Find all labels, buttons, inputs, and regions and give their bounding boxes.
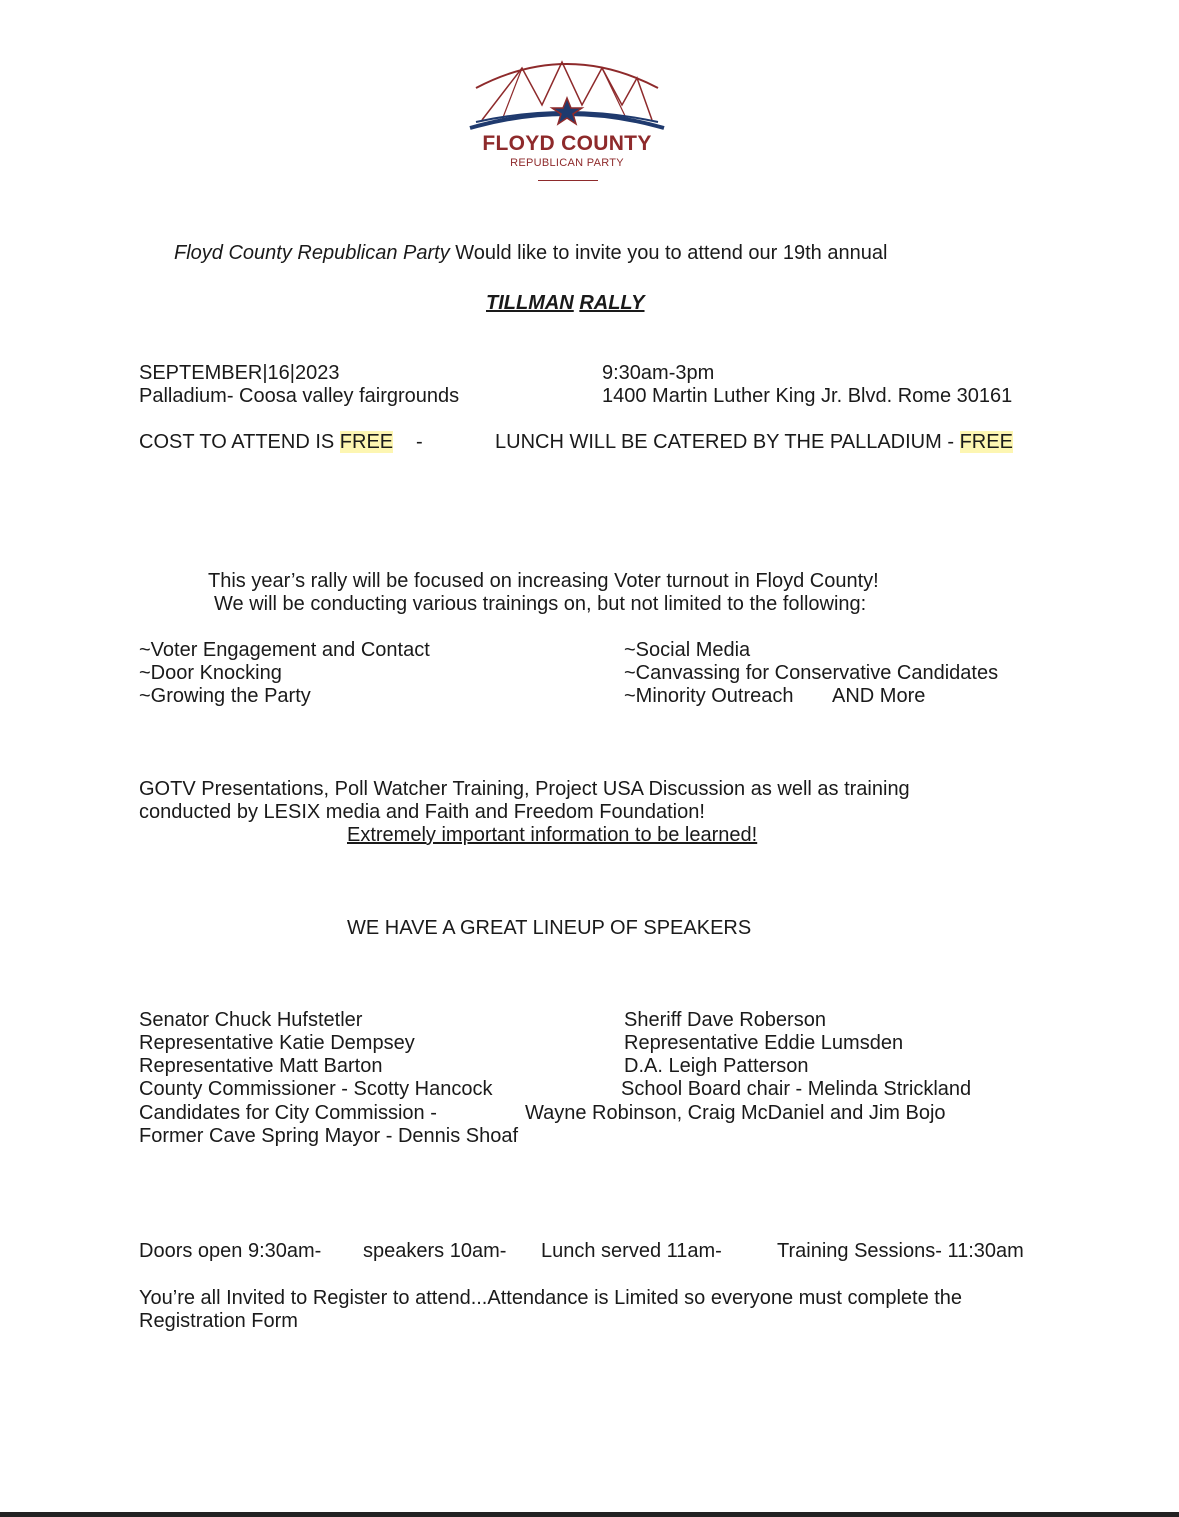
gotv-line-2: conducted by LESIX media and Faith and Freedom Foundation! bbox=[139, 801, 705, 823]
event-title bbox=[486, 292, 645, 315]
arch-bridge-icon bbox=[462, 50, 672, 135]
register-line-2: Registration Form bbox=[139, 1310, 298, 1332]
training-item: ~Social Media bbox=[624, 639, 751, 661]
party-logo bbox=[462, 50, 672, 200]
page-bottom-edge bbox=[0, 1512, 1179, 1517]
logo-title: FLOYD COUNTY bbox=[482, 132, 652, 155]
lunch-text: LUNCH WILL BE CATERED BY THE PALLADIUM - bbox=[495, 431, 960, 453]
schedule-lunch: Lunch served 11am- bbox=[541, 1240, 722, 1262]
training-item: ~Growing the Party bbox=[139, 685, 311, 707]
speaker-item: Representative Katie Dempsey bbox=[139, 1032, 415, 1054]
lunch-free-badge: FREE bbox=[959, 431, 1013, 453]
intro-line bbox=[174, 242, 887, 265]
intro-text: Would like to invite you to attend our 19th annual bbox=[449, 242, 888, 264]
speaker-item: Former Cave Spring Mayor - Dennis Shoaf bbox=[139, 1125, 519, 1147]
speaker-item: Representative Eddie Lumsden bbox=[624, 1032, 904, 1054]
focus-line-2: We will be conducting various trainings on, but not limited to the following: bbox=[214, 593, 867, 615]
event-date: SEPTEMBER|16|2023 bbox=[139, 362, 340, 384]
training-item: ~Voter Engagement and Contact bbox=[139, 639, 430, 661]
focus-line-1: This year’s rally will be focused on increasing Voter turnout in Floyd County! bbox=[208, 570, 879, 592]
speaker-item: Representative Matt Barton bbox=[139, 1055, 383, 1077]
cost-line-left bbox=[139, 431, 393, 454]
event-address: 1400 Martin Luther King Jr. Blvd. Rome 30161 bbox=[602, 385, 1013, 407]
schedule-training: Training Sessions- 11:30am bbox=[777, 1240, 1024, 1262]
logo-subtitle: REPUBLICAN PARTY bbox=[510, 157, 624, 169]
training-item: ~Door Knocking bbox=[139, 662, 282, 684]
gotv-line-1: GOTV Presentations, Poll Watcher Training, Project USA Discussion as well as training bbox=[139, 778, 910, 800]
speaker-item: County Commissioner - Scotty Hancock bbox=[139, 1078, 493, 1100]
training-more: AND More bbox=[832, 685, 926, 707]
training-item: ~Canvassing for Conservative Candidates bbox=[624, 662, 999, 684]
speaker-item: Sheriff Dave Roberson bbox=[624, 1009, 826, 1031]
schedule-doors: Doors open 9:30am- bbox=[139, 1240, 322, 1262]
event-title-word1: TILLMAN bbox=[486, 292, 574, 314]
logo-divider bbox=[538, 180, 598, 181]
event-title-word2: RALLY bbox=[579, 292, 645, 314]
cost-line-right bbox=[495, 431, 1013, 454]
speaker-item: Candidates for City Commission - bbox=[139, 1102, 437, 1124]
event-time: 9:30am-3pm bbox=[602, 362, 715, 384]
cost-dash: - bbox=[416, 431, 423, 453]
speaker-item: D.A. Leigh Patterson bbox=[624, 1055, 809, 1077]
speaker-item: School Board chair - Melinda Strickland bbox=[621, 1078, 972, 1100]
event-venue: Palladium- Coosa valley fairgrounds bbox=[139, 385, 460, 407]
cost-free-badge: FREE bbox=[339, 431, 394, 453]
speaker-item: Wayne Robinson, Craig McDaniel and Jim Bojo bbox=[525, 1102, 946, 1124]
intro-org: Floyd County Republican Party bbox=[174, 242, 450, 264]
gotv-emphasis: Extremely important information to be learned! bbox=[347, 824, 758, 846]
schedule-speakers: speakers 10am- bbox=[363, 1240, 507, 1262]
cost-text: COST TO ATTEND IS bbox=[139, 431, 340, 453]
register-line-1: You’re all Invited to Register to attend...Attendance is Limited so everyone must complete the bbox=[139, 1287, 963, 1309]
speaker-item: Senator Chuck Hufstetler bbox=[139, 1009, 363, 1031]
speakers-heading: WE HAVE A GREAT LINEUP OF SPEAKERS bbox=[347, 917, 752, 939]
training-item: ~Minority Outreach bbox=[624, 685, 794, 707]
